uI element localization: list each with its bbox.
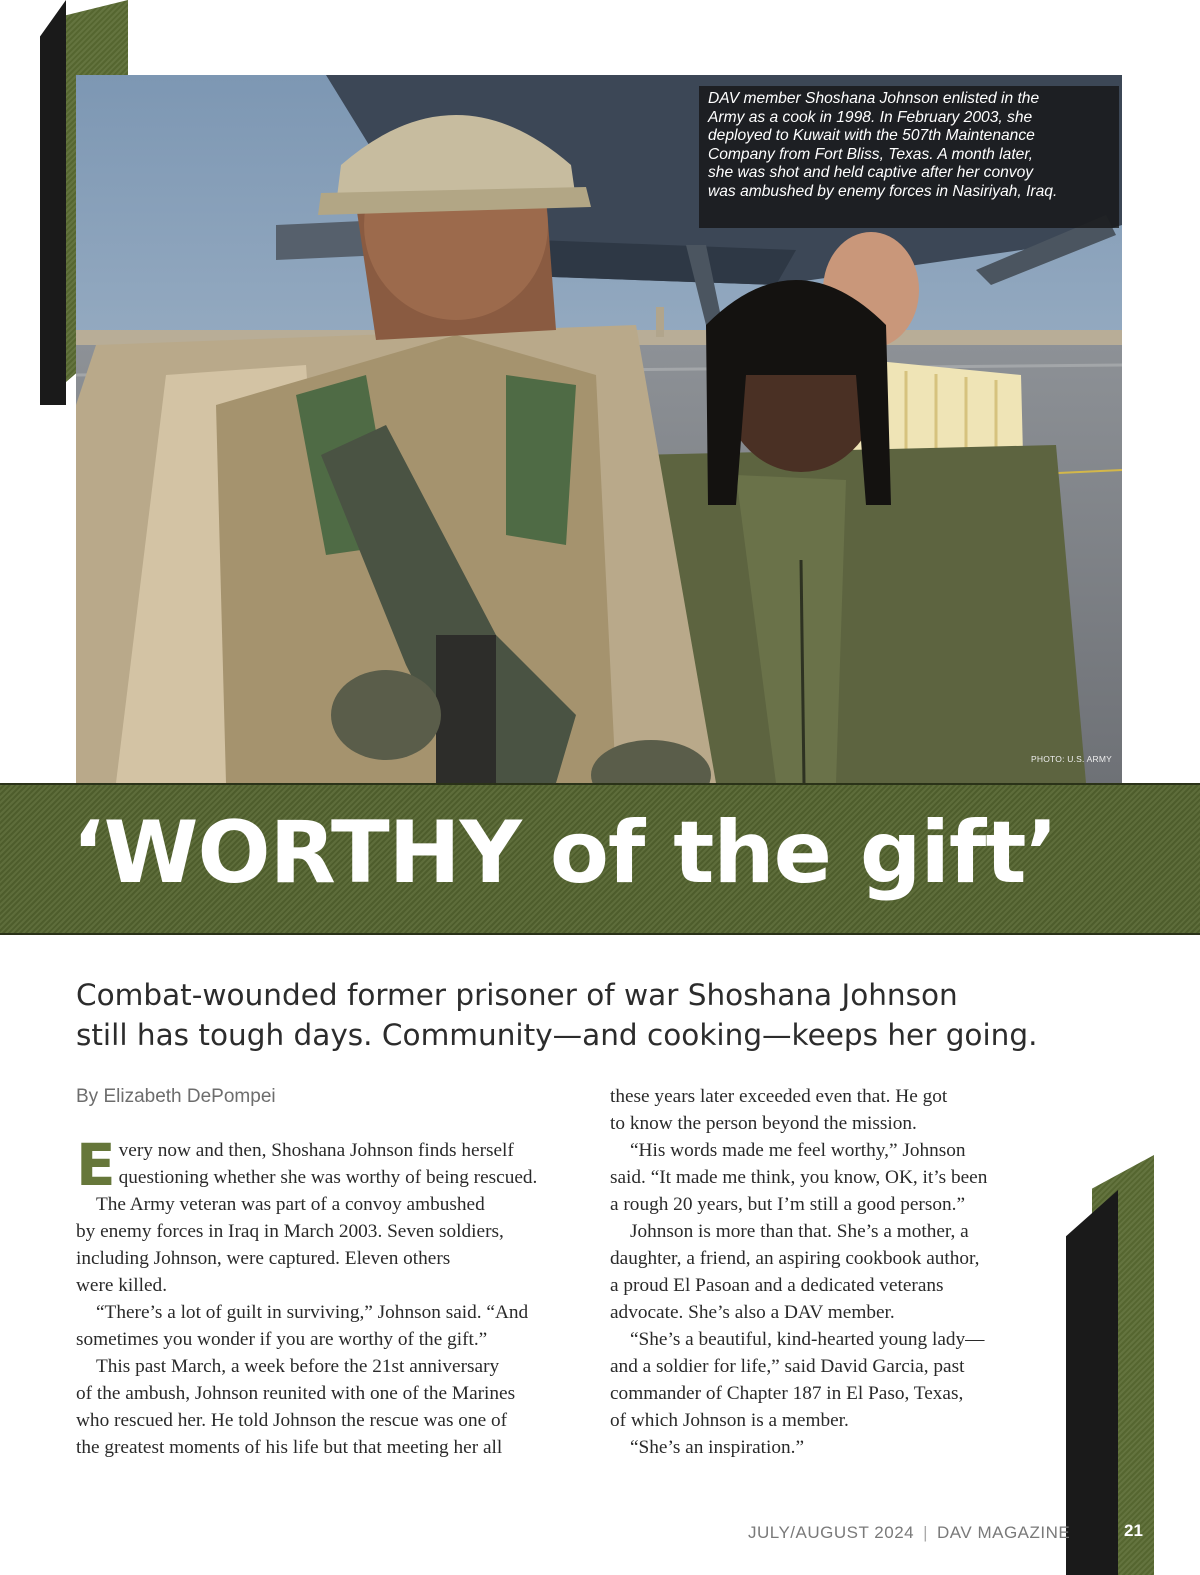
article-headline: ‘WORTHY of the gift’ xyxy=(72,803,1058,903)
page-footer xyxy=(748,1523,1070,1543)
body-line: who rescued her. He told Johnson the rescue was one of xyxy=(76,1410,508,1431)
body-line: “His words made me feel worthy,” Johnson xyxy=(630,1140,966,1161)
body-line: said. “It made me think, you know, OK, it’s been xyxy=(610,1167,988,1188)
body-line: The Army veteran was part of a convoy ambushed xyxy=(96,1194,485,1215)
caption-line: Company from Fort Bliss, Texas. A month later, xyxy=(708,145,1033,163)
body-line: and a soldier for life,” said David Garcia, past xyxy=(610,1356,965,1377)
body-line: a rough 20 years, but I’m still a good person.” xyxy=(610,1194,966,1215)
body-line: of the ambush, Johnson reunited with one of the Marines xyxy=(76,1383,516,1404)
body-line: sometimes you wonder if you are worthy of the gift.” xyxy=(76,1329,488,1350)
body-line: to know the person beyond the mission. xyxy=(610,1113,917,1134)
body-line: were killed. xyxy=(76,1275,168,1296)
body-line: “She’s an inspiration.” xyxy=(630,1437,805,1458)
body-line: questioning whether she was worthy of being rescued. xyxy=(118,1167,538,1188)
caption-line: deployed to Kuwait with the 507th Maintenance xyxy=(708,127,1035,145)
footer-separator: | xyxy=(923,1523,929,1542)
body-line: including Johnson, were captured. Eleven others xyxy=(76,1248,451,1269)
footer-publication: DAV MAGAZINE xyxy=(937,1523,1071,1542)
caption-line: she was shot and held captive after her convoy xyxy=(708,164,1034,182)
body-line: “There’s a lot of guilt in surviving,” Johnson said. “And xyxy=(96,1302,529,1323)
body-line: “She’s a beautiful, kind-hearted young lady— xyxy=(630,1329,985,1350)
body-column-left xyxy=(76,1131,576,1461)
photo-caption xyxy=(708,90,1112,202)
footer-issue: JULY/AUGUST 2024 xyxy=(748,1523,915,1542)
drop-cap: E xyxy=(76,1131,116,1199)
body-line: very now and then, Shoshana Johnson finds herself xyxy=(118,1140,514,1161)
body-column-right xyxy=(610,1083,1080,1461)
body-line: This past March, a week before the 21st anniversary xyxy=(96,1356,500,1377)
article-deck xyxy=(76,975,1096,1055)
body-line: these years later exceeded even that. He got xyxy=(610,1086,948,1107)
caption-line: Army as a cook in 1998. In February 2003, she xyxy=(708,108,1033,126)
body-line: Johnson is more than that. She’s a mother, a xyxy=(630,1221,969,1242)
body-line: commander of Chapter 187 in El Paso, Texas, xyxy=(610,1383,964,1404)
deck-line: still has tough days. Community—and cooking—keeps her going. xyxy=(76,1018,1038,1052)
caption-line: was ambushed by enemy forces in Nasiriyah, Iraq. xyxy=(708,182,1058,200)
decorative-stripe-black-top xyxy=(40,0,66,405)
deck-line: Combat-wounded former prisoner of war Shoshana Johnson xyxy=(76,978,958,1012)
decorative-stripe-black-bottom xyxy=(1066,1190,1118,1575)
body-line: advocate. She’s also a DAV member. xyxy=(610,1302,895,1323)
body-line: of which Johnson is a member. xyxy=(610,1410,849,1431)
byline: By Elizabeth DePompei xyxy=(76,1086,276,1107)
page-number: 21 xyxy=(1124,1521,1143,1540)
body-line: a proud El Pasoan and a dedicated veterans xyxy=(610,1275,944,1296)
photo-credit: PHOTO: U.S. ARMY xyxy=(1031,754,1112,764)
body-line: by enemy forces in Iraq in March 2003. Seven soldiers, xyxy=(76,1221,504,1242)
body-line: daughter, a friend, an aspiring cookbook author, xyxy=(610,1248,980,1269)
body-line: the greatest moments of his life but that meeting her all xyxy=(76,1437,503,1458)
caption-line: DAV member Shoshana Johnson enlisted in the xyxy=(708,90,1040,107)
